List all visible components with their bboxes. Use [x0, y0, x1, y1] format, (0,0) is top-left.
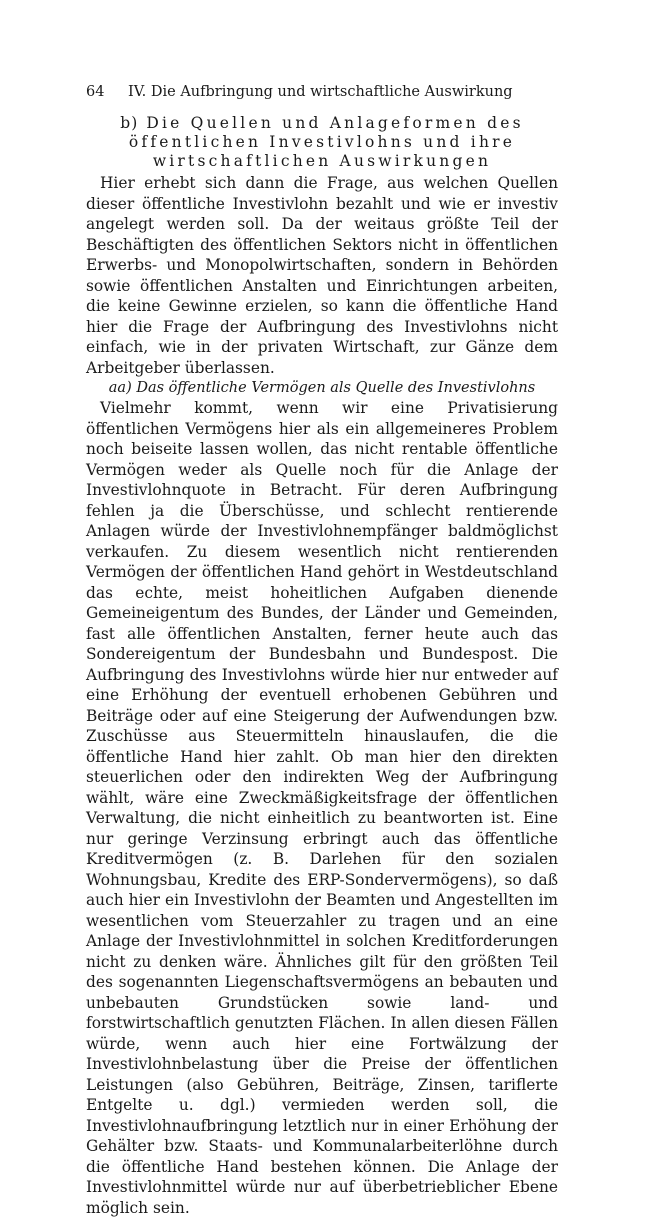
book-page	[86, 82, 558, 1218]
section-label: b)	[120, 114, 139, 132]
intro-paragraph: Hier erhebt sich dann die Frage, aus welchen Quellen dieser öffentliche Investivlohn bezahlt und wie er investiv angelegt werden soll. Da der weitaus größte Teil der Beschäftigten des öffentlichen Sektors nicht in öffentlichen Erwerbs- und Monopolwirtschaften, sondern in Behörden sowie öffentlichen Anstalten und Einrichtungen arbeiten, die keine Gewinne erzielen, so kann die öffentliche Hand hier die Frage der Aufbringung des Investivlohns nicht einfach, wie in der privaten Wirtschaft, zur Gänze dem Arbeitgeber überlassen.	[86, 174, 558, 377]
section-heading	[86, 114, 558, 171]
section-title: Die Quellen und Anlageformen des öffentlichen Investivlohns und ihre wirtschaftlichen Auswirkungen	[128, 114, 524, 170]
main-paragraph: Vielmehr kommt, wenn wir eine Privatisierung öffentlichen Vermögens hier als ein allgemeineres Problem noch beiseite lassen wollen, das nicht rentable öffentliche Vermögen weder als Quelle noch für die Anlage der Investivlohnquote in Betracht. Für deren Aufbringung fehlen ja die Überschüsse, und schlecht rentierende Anlagen würde der Investivlohnempfänger baldmöglichst verkaufen. Zu diesem wesentlich nicht rentierenden Vermögen der öffentlichen Hand gehört in Westdeutschland das echte, meist hoheitlichen Aufgaben dienende Gemeineigentum des Bundes, der Länder und Gemeinden, fast alle öffentlichen Anstalten, ferner heute auch das Sondereigentum der Bundesbahn und Bundespost. Die Aufbringung des Investivlohns würde hier nur entweder auf eine Erhöhung der eventuell erhobenen Gebühren und Beiträge oder auf eine Steigerung der Aufwendungen bzw. Zuschüsse aus Steuermitteln hinauslaufen, die die öffentliche Hand hier zahlt. Ob man hier den direkten steuerlichen oder den indirekten Weg der Aufbringung wählt, wäre eine Zweckmäßigkeitsfrage der öffentlichen Verwaltung, die nicht einheitlich zu beantworten ist. Eine nur geringe Verzinsung erbringt auch das öffentliche Kreditvermögen (z. B. Darlehen für den sozialen Wohnungsbau, Kredite des ERP-Sondervermögens), so daß auch hier ein Investivlohn der Beamten und Angestellten im wesentlichen vom Steuerzahler zu tragen und an eine Anlage der Investivlohnmittel in solchen Kreditforderungen nicht zu denken wäre. Ähnliches gilt für den größten Teil des sogenannten Liegenschaftsvermögens an bebauten und unbebauten Grundstücken sowie land- und forstwirtschaftlich genutzten Flächen. In allen diesen Fällen würde, wenn auch hier eine Fortwälzung der Investivlohnbelastung über die Preise der öffentlichen Leistungen (also Gebühren, Beiträge, Zinsen, tariflerte Entgelte u. dgl.) vermieden werden soll, die Investivlohnaufbringung letztlich nur in einer Erhöhung der Gehälter bzw. Staats- und Kommunalarbeiterlöhne durch die öffentliche Hand bestehen können. Die Anlage der Investivlohnmittel würde nur auf überbetrieblicher Ebene möglich sein.	[86, 399, 558, 1217]
page-number: 64	[86, 84, 105, 100]
running-header	[86, 82, 558, 102]
running-title: IV. Die Aufbringung und wirtschaftliche Auswirkung	[128, 84, 513, 100]
subsection-heading: aa) Das öffentliche Vermögen als Quelle des Investivlohns	[108, 380, 536, 396]
